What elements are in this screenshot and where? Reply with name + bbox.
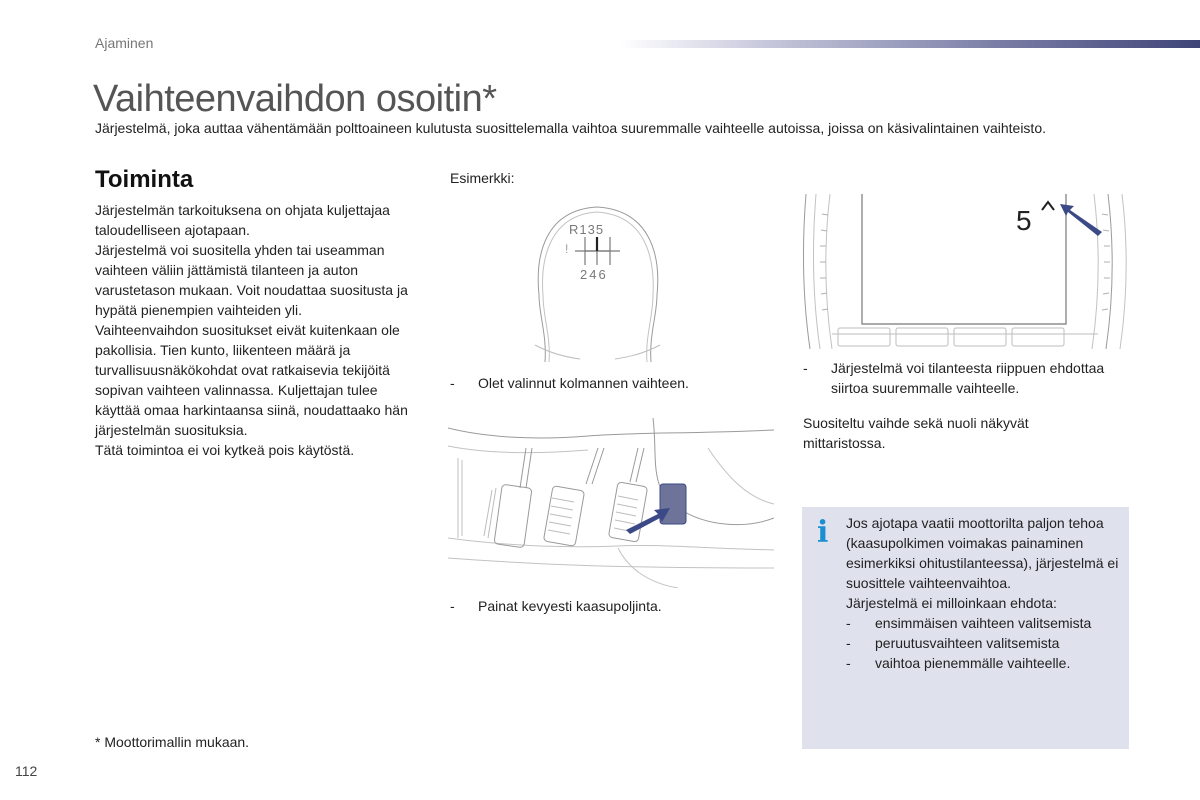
- intro-text: Järjestelmä, joka auttaa vähentämään polttoaineen kulutusta suosittelemalla vaihtoa suuremmalle vaihteelle autoissa, joissa on käsivalintainen vaihteisto.: [95, 120, 1046, 136]
- page-title: Vaihteenvaihdon osoitin*: [93, 78, 497, 120]
- warning-mark: !: [565, 242, 569, 256]
- caption-suggest-shift: [803, 358, 1123, 402]
- list-dash: -: [846, 635, 851, 651]
- info-text: [846, 513, 1121, 673]
- caption-dash: -: [450, 375, 455, 391]
- list-item-text: peruutusvaihteen valitsemista: [875, 635, 1060, 651]
- list-item: [846, 633, 1121, 653]
- upshift-arrow-icon: [1042, 202, 1054, 210]
- caption-text: Olet valinnut kolmannen vaihteen.: [478, 375, 689, 391]
- gear-knob-illustration: [525, 195, 670, 362]
- example-label: Esimerkki:: [450, 170, 515, 186]
- body-paragraph: Järjestelmä voi suositella yhden tai useamman vaihteen väliin jättämistä tilanteen ja auton varustetason mukaan. Voit noudattaa suositusta ja hypätä pienempien vaihteiden yli.: [95, 242, 408, 318]
- instrument-cluster-illustration: [802, 194, 1128, 349]
- list-dash: -: [846, 655, 851, 671]
- info-list: [846, 613, 1121, 673]
- caption-text: Järjestelmä voi tilanteesta riippuen ehdottaa siirtoa suuremmalle vaihteelle.: [831, 360, 1105, 396]
- body-paragraph: Vaihteenvaihdon suositukset eivät kuitenkaan ole pakollisia. Tien kunto, liikenteen määrä ja turvallisuusnäkökohdat ovat ratkaisevia tekijöitä sopivan vaihteen valinnassa. Kuljettajan tulee käyttää omaa harkintaansa siinä, noudattaako hän järjestelmän suosituksia.: [95, 322, 408, 438]
- caption-dash: -: [450, 598, 455, 614]
- list-item: [846, 653, 1121, 673]
- pedals-illustration: [448, 418, 774, 588]
- caption-accelerator: [450, 596, 750, 618]
- header-bar: [620, 40, 1200, 48]
- list-item-text: vaihtoa pienemmälle vaihteelle.: [875, 655, 1071, 671]
- info-list-intro: Järjestelmä ei milloinkaan ehdota:: [846, 595, 1057, 611]
- info-box: [802, 507, 1129, 749]
- body-text: [95, 200, 425, 460]
- page-number: 112: [15, 763, 38, 779]
- gear-pattern-top-labels: R135: [569, 222, 605, 237]
- section-name: Ajaminen: [95, 35, 154, 51]
- list-item-text: ensimmäisen vaihteen valitsemista: [875, 615, 1092, 631]
- list-item: [846, 613, 1121, 633]
- info-paragraph: Jos ajotapa vaatii moottorilta paljon tehoa (kaasupolkimen voimakas painaminen esimerkiksi ohitustilanteessa), järjestelmä ei suosittele vaihteenvaihtoa.: [846, 515, 1119, 591]
- gear-pattern-bottom-labels: 246: [580, 267, 608, 282]
- footnote: * Moottorimallin mukaan.: [95, 734, 250, 750]
- body-paragraph: Tätä toimintoa ei voi kytkeä pois käytöstä.: [95, 442, 355, 458]
- section-heading: Toiminta: [95, 166, 194, 193]
- list-dash: -: [846, 615, 851, 631]
- cluster-note: Suositeltu vaihde sekä nuoli näkyvät mittaristossa.: [803, 415, 1029, 451]
- caption-gear-selected: [450, 373, 750, 395]
- info-icon: i: [817, 515, 829, 550]
- caption-text: Painat kevyesti kaasupoljinta.: [478, 598, 662, 614]
- caption-dash: -: [803, 360, 808, 376]
- body-paragraph: Järjestelmän tarkoituksena on ohjata kuljettajaa taloudelliseen ajotapaan.: [95, 202, 390, 238]
- suggested-gear: 5: [1016, 205, 1032, 236]
